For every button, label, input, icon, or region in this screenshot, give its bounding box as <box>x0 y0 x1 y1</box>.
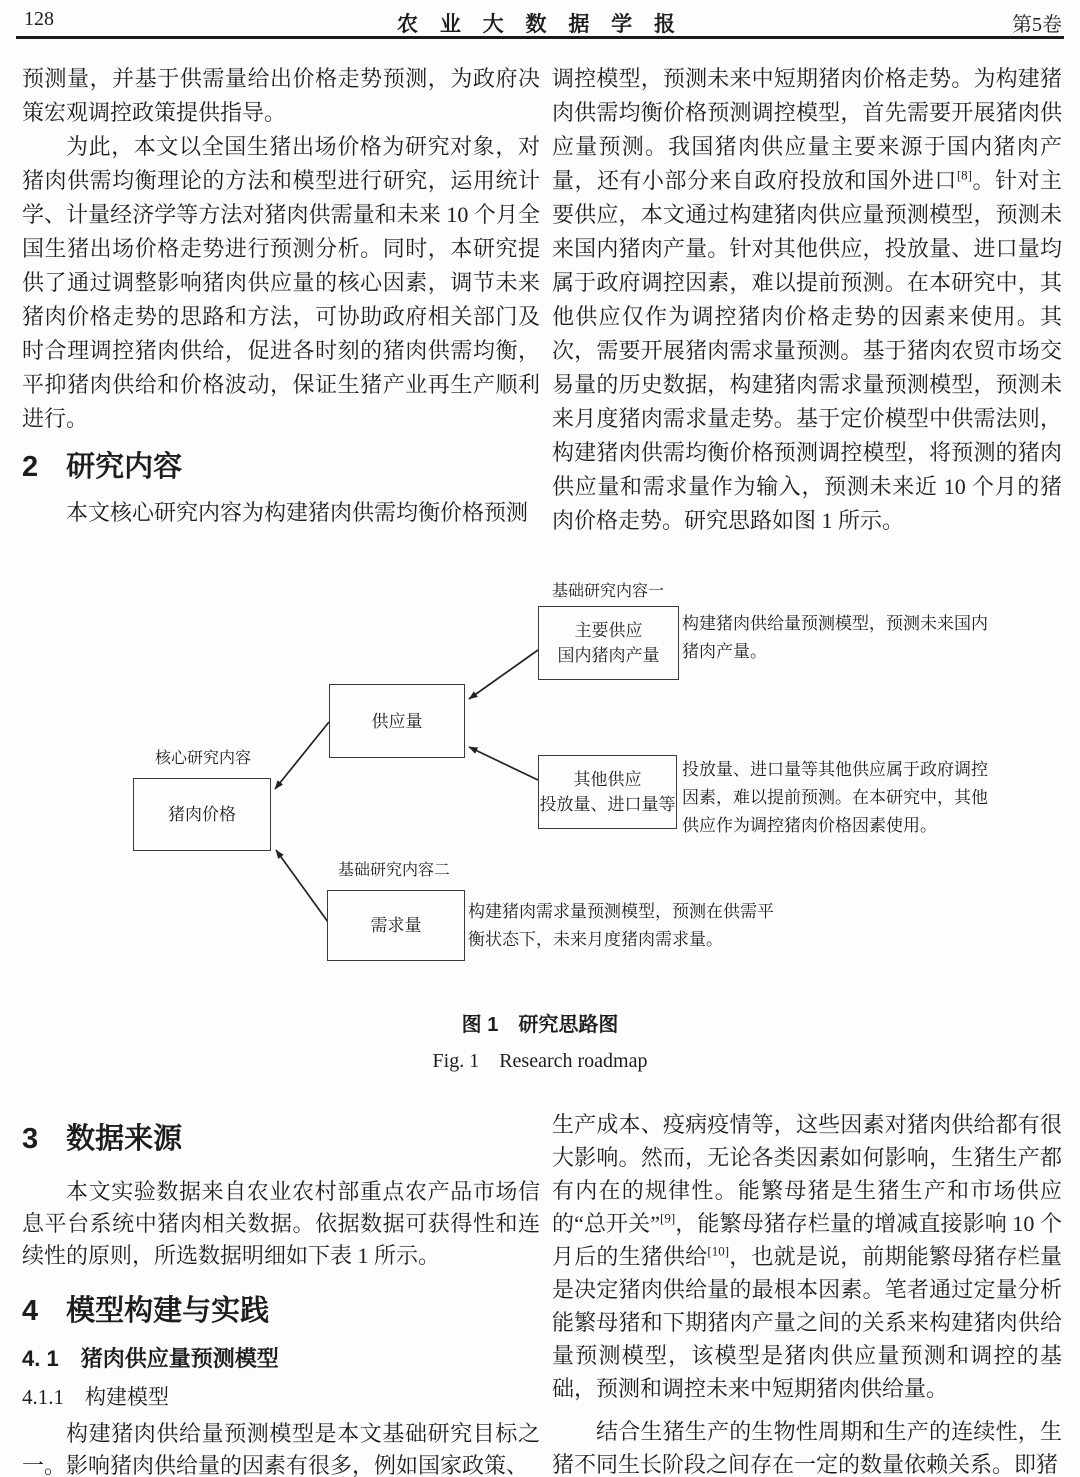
paragraph <box>552 62 1062 538</box>
arrow-other-supply-to-supply <box>469 747 538 780</box>
figure-caption-zh: 图 1 研究思路图 <box>461 1014 619 1036</box>
paragraph <box>552 1108 1062 1405</box>
page-header <box>16 6 1064 34</box>
paragraph: 结合生猪生产的生物性周期和生产的连续性，生猪不同生长阶段之间存在一定的数量依赖关系。即猪 <box>552 1419 1062 1477</box>
text-segment: 生产成本、疫病疫情等，这些因素对猪肉供给都有很大影响。然而，无论各类因素如何影响，生猪生产都有内在的规律性。能繁母猪是生猪生产和市场供应的“总开关” <box>552 1112 1062 1236</box>
volume-label: 第5卷 <box>1012 14 1062 36</box>
paragraph: 为此，本文以全国生猪出场价格为研究对象，对猪肉供需均衡理论的方法和模型进行研究，运用统计学、计量经济学等方法对猪肉供需量和未来 10 个月全国生猪出场价格走势进行预测分析。同时，本研究提供了通过调整影响猪肉供应量的核心因素，调节未来猪肉价格走势的思路和方法，可协助政府相关部门及时合理调控猪肉供给，促进各时刻的猪肉供需均衡，平抑猪肉供给和价格波动，保证生猪产业再生产顺利进行。 <box>22 134 540 431</box>
box-other-supply-line2: 投放量、进口量等 <box>539 795 676 814</box>
arrow-demand-to-price <box>276 850 328 922</box>
text-segment: ，能繁母猪存栏量的增减直接影响 10 个月后的生猪供给 <box>552 1211 1062 1269</box>
figure-caption-en: Fig. 1 Research roadmap <box>432 1050 648 1072</box>
box-price-label: 猪肉价格 <box>168 805 236 824</box>
box-supply <box>329 684 465 758</box>
citation-ref-9: [9] <box>660 1210 676 1226</box>
paragraph: 本文核心研究内容为构建猪肉供需均衡价格预测 <box>66 500 529 525</box>
section-title: 数据来源 <box>66 1123 183 1155</box>
box-main-supply-line2: 国内猪肉产量 <box>557 646 660 665</box>
label-basic-research-2: 基础研究内容二 <box>338 862 451 879</box>
paragraph: 本文实验数据来自农业农村部重点农产品市场信息平台系统中猪肉相关数据。依据数据可获得性和连续性的原则，所选数据明细如下表 1 所示。 <box>22 1179 540 1268</box>
section-number: 2 <box>22 451 39 483</box>
subsection-heading-4-1: 4. 1 猪肉供应量预测模型 <box>22 1346 279 1371</box>
section-heading-2 <box>22 450 540 484</box>
section-title: 研究内容 <box>66 451 183 483</box>
annotation-main-supply: 构建猪肉供给量预测模型，预测未来国内猪肉产量。 <box>682 614 988 661</box>
text-segment: 调控模型，预测未来中短期猪肉价格走势。为构建猪肉供需均衡价格预测调控模型，首先需要开展猪肉供应量预测。我国猪肉供应量主要来源于国内猪肉产量，还有小部分来自政府投放和国外进口 <box>552 66 1062 193</box>
paragraph: 构建猪肉供给量预测模型是本文基础研究目标之一。影响猪肉供给量的因素有很多，例如国家政策、 <box>22 1421 540 1477</box>
label-core-research: 核心研究内容 <box>155 750 252 767</box>
page-number: 128 <box>24 8 54 30</box>
box-other-supply-line1: 其他供应 <box>573 770 642 789</box>
citation-ref-8: [8] <box>956 167 973 183</box>
paragraph: 预测量，并基于供需量给出价格走势预测，为政府决策宏观调控政策提供指导。 <box>22 66 540 125</box>
header-rule <box>16 36 1064 39</box>
top-left-column <box>22 62 540 530</box>
box-other-supply <box>538 755 677 829</box>
top-right-column <box>552 62 1062 538</box>
section-heading-3 <box>22 1122 540 1156</box>
section-title: 模型构建与实践 <box>66 1295 270 1327</box>
section-number: 4 <box>22 1295 39 1327</box>
section-number: 3 <box>22 1123 39 1155</box>
box-demand-label: 需求量 <box>370 916 422 935</box>
box-demand <box>327 890 465 961</box>
label-basic-research-1: 基础研究内容一 <box>552 583 665 600</box>
subsection-heading-4-1-1: 4.1.1 构建模型 <box>22 1385 169 1409</box>
box-main-supply <box>538 606 679 680</box>
text-segment: ，也就是说，前期能繁母猪存栏量是决定猪肉供给量的最根本因素。笔者通过定量分析能繁母猪和下期猪肉产量之间的关系来构建猪肉供给量预测模型，该模型是猪肉供应量预测和调控的基础，预测和调控未来中短期猪肉供给量。 <box>552 1244 1062 1401</box>
figure-research-roadmap <box>0 558 1080 1008</box>
arrow-supply-to-price <box>275 722 329 789</box>
annotation-demand: 构建猪肉需求量预测模型，预测在供需平衡状态下，未来月度猪肉需求量。 <box>468 902 774 949</box>
citation-ref-10: [10] <box>707 1243 730 1259</box>
text-segment: 。针对主要供应，本文通过构建猪肉供应量预测模型，预测未来国内猪肉产量。针对其他供应，投放量、进口量均属于政府调控因素，难以提前预测。在本研究中，其他供应仅作为调控猪肉价格走势的因素来使用。其次，需要开展猪肉需求量预测。基于猪肉农贸市场交易量的历史数据，构建猪肉需求量预测模型，预测未来月度猪肉需求量走势。基于定价模型中供需法则，构建猪肉供需均衡价格预测调控模型，将预测的猪肉供应量和需求量作为输入，预测未来近 10 个月的猪肉价格走势。研究思路如图 1 所示。 <box>552 168 1062 533</box>
box-price <box>133 778 271 851</box>
box-main-supply-line1: 主要供应 <box>574 621 643 640</box>
annotation-other-supply: 投放量、进口量等其他供应属于政府调控因素，难以提前预测。在本研究中，其他供应作为调控猪肉价格因素使用。 <box>682 760 988 835</box>
box-supply-label: 供应量 <box>371 711 423 731</box>
bottom-left-column <box>22 1122 540 1477</box>
journal-title: 农 业 大 数 据 学 报 <box>396 13 683 36</box>
section-heading-4 <box>22 1294 540 1328</box>
arrow-main-supply-to-supply <box>469 650 538 699</box>
bottom-right-column <box>552 1108 1062 1477</box>
